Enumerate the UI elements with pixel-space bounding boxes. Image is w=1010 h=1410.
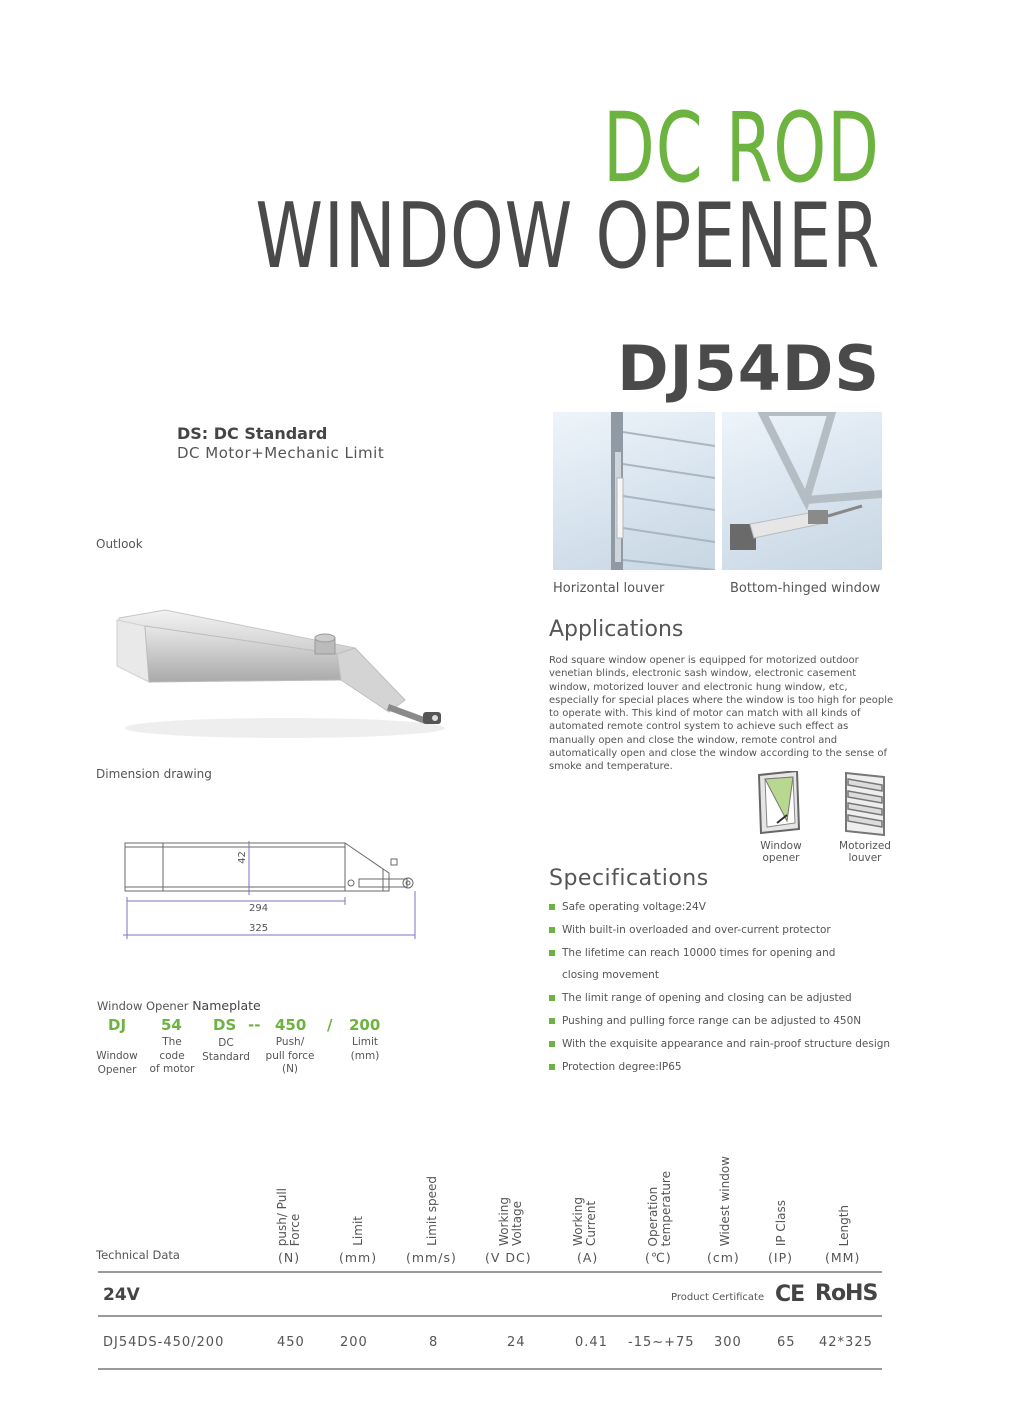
specifications-heading: Specifications (549, 866, 709, 891)
nameplate-code-slash: / (327, 1016, 333, 1034)
product-image (105, 600, 450, 750)
table-cell-length: 42*325 (819, 1335, 873, 1350)
unit-ip: (IP) (768, 1250, 793, 1265)
caption-bottom-hinged-window: Bottom-hinged window (730, 581, 881, 596)
unit-speed: (mm/s) (406, 1250, 457, 1265)
photo-horizontal-louver (553, 412, 715, 570)
spec-item: Protection degree:IP65 (549, 1056, 909, 1079)
column-header-speed: Limit speed (425, 1176, 439, 1246)
spec-item: With built-in overloaded and over-current protector (549, 919, 909, 942)
nameplate-code-54: 54 (161, 1016, 182, 1034)
table-cell-force: 450 (277, 1335, 305, 1350)
table-rule-middle (98, 1315, 882, 1317)
table-cell-current: 0.41 (575, 1335, 608, 1350)
nameplate-desc-motor-code: The code of motor (149, 1036, 195, 1075)
outlook-label: Outlook (96, 537, 143, 551)
dimension-height: 42 (236, 851, 248, 864)
dimension-inner-length: 294 (249, 903, 269, 914)
product-certificate-label: Product Certificate (671, 1292, 765, 1303)
unit-current: (A) (577, 1250, 599, 1265)
table-cell-limit: 200 (340, 1335, 368, 1350)
column-header-widest-window: Widest window (718, 1155, 732, 1246)
dimension-label: Dimension drawing (96, 767, 212, 781)
table-row-model: DJ54DS-450/200 (103, 1335, 225, 1350)
ds-subtitle: DC Motor+Mechanic Limit (177, 444, 385, 462)
unit-widest-window: (cm) (707, 1250, 740, 1265)
nameplate-code-dj: DJ (108, 1016, 127, 1034)
window-opener-icon (757, 771, 801, 837)
spec-item: The limit range of opening and closing can be adjusted (549, 987, 909, 1010)
spec-item: Pushing and pulling force range can be adjusted to 450N (549, 1010, 909, 1033)
rohs-mark: RoHS (815, 1281, 878, 1306)
table-cell-ip: 65 (777, 1335, 796, 1350)
table-rule-top (98, 1271, 882, 1273)
ce-mark: CE (775, 1282, 805, 1307)
specifications-list (549, 896, 909, 1078)
column-header-limit: Limit (351, 1216, 365, 1246)
window-opener-caption: Window opener (760, 840, 802, 864)
column-header-ip-class: IP Class (774, 1199, 788, 1246)
nameplate-code-450: 450 (275, 1016, 307, 1034)
column-header-length: Length (837, 1204, 851, 1246)
nameplate-title: Window Opener Nameplate (97, 998, 261, 1013)
unit-limit: (mm) (339, 1250, 378, 1265)
photo-bottom-hinged-window (722, 412, 882, 570)
table-cell-voltage: 24 (507, 1335, 526, 1350)
unit-force: (N) (278, 1250, 301, 1265)
column-header-temperature: Operation temperature (646, 1170, 673, 1246)
applications-heading: Applications (549, 617, 684, 642)
table-cell-widest-window: 300 (714, 1335, 742, 1350)
dimension-total-length: 325 (249, 923, 269, 934)
ds-title: DS: DC Standard (177, 424, 328, 443)
nameplate-desc-force: Push/ pull force (N) (265, 1036, 315, 1075)
table-rule-bottom (98, 1368, 882, 1370)
model-name: DJ54DS (617, 332, 880, 405)
unit-voltage: (V DC) (485, 1250, 532, 1265)
title-line-1: DC ROD (603, 92, 880, 204)
nameplate-code-ds: DS (213, 1016, 237, 1034)
spec-item: The lifetime can reach 10000 times for opening and closing movement (549, 942, 862, 988)
nameplate-code-200: 200 (349, 1016, 381, 1034)
unit-length: (MM) (825, 1250, 861, 1265)
nameplate-code-separator: -- (248, 1016, 261, 1034)
caption-horizontal-louver: Horizontal louver (553, 581, 665, 596)
nameplate-desc-limit: Limit (mm) (350, 1036, 380, 1062)
nameplate-desc-window-opener: Window Opener (96, 1050, 138, 1076)
spec-item: Safe operating voltage:24V (549, 896, 909, 919)
table-cell-speed: 8 (429, 1335, 439, 1350)
column-header-voltage: Working Voltage (497, 1197, 524, 1246)
unit-temperature: (℃) (645, 1250, 672, 1265)
motorized-louver-caption: Motorized louver (839, 840, 891, 864)
title-line-2: WINDOW OPENER (255, 184, 880, 289)
group-label-24v: 24V (103, 1285, 140, 1305)
motorized-louver-icon (844, 771, 888, 837)
technical-data-label: Technical Data (96, 1248, 180, 1262)
spec-item: With the exquisite appearance and rain-proof structure design (549, 1033, 909, 1056)
nameplate-desc-dc-standard: DC Standard (202, 1037, 250, 1063)
table-cell-temperature: -15~+75 (628, 1335, 695, 1350)
applications-text: Rod square window opener is equipped for motorized outdoor venetian blinds, electronic sash window, electronic casement window, motorized louver and electronic hung window, etc, especially for special places where the window is too high for people to operate with. This kind of motor can match with all kinds of automated remote control system to achieve such effect as manually open and close the window, remote control and automatically open and close the window according to the sense of smoke and temperature. (549, 655, 894, 773)
column-header-current: Working Current (571, 1197, 598, 1246)
column-header-force: push/ Pull Force (275, 1187, 302, 1246)
